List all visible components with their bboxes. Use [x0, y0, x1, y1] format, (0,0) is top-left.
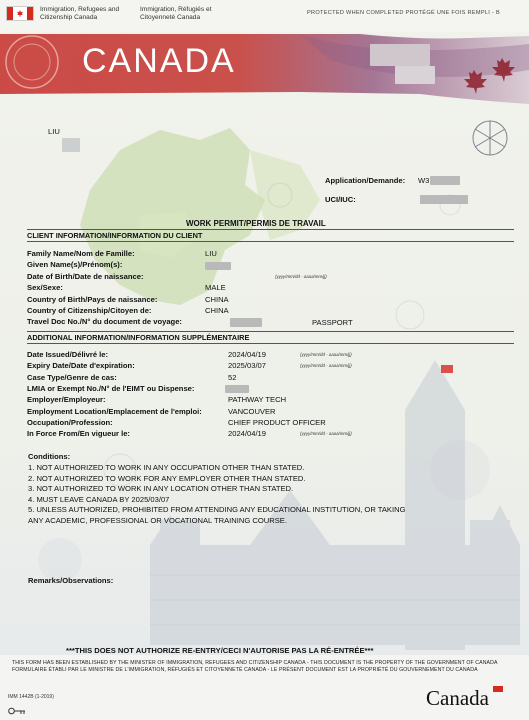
- section-rule: [27, 241, 514, 242]
- redacted-block: [370, 44, 430, 66]
- additional-field-value: 2024/04/19: [228, 429, 267, 439]
- additional-field-label: Employer/Employeur:: [27, 395, 106, 405]
- remarks-label: Remarks/Observations:: [28, 576, 114, 585]
- conditions-list: [28, 463, 405, 527]
- client-field-value: MALE: [205, 283, 226, 293]
- client-field-label: Country of Birth/Pays de naissance:: [27, 294, 158, 304]
- footer-line-en: THIS FORM HAS BEEN ESTABLISHED BY THE MINISTER OF IMMIGRATION, REFUGEES AND CITIZENSHIP CANADA - THIS DOCUMENT IS THE PROPERTY OF THE GOVERNMENT OF CANADA: [12, 660, 498, 666]
- additional-field-value: PATHWAY TECH: [228, 395, 287, 405]
- dept-fr-line2: Citoyenneté Canada: [140, 14, 201, 21]
- additional-field-date-format: (yyyy/mm/dd - aaaa/mm/jj): [300, 363, 352, 369]
- client-field-label: Country of Citizenship/Citoyen de:: [27, 306, 152, 315]
- reentry-notice: ***THIS DOES NOT AUTHORIZE RE-ENTRY/CECI N'AUTORISE PAS LA RÉ-ENTRÉE***: [66, 646, 374, 655]
- redacted-block: [395, 66, 435, 84]
- additional-field-date-format: (yyyy/mm/dd - aaaa/mm/jj): [300, 352, 352, 357]
- wordmark-flag-icon: [493, 686, 503, 692]
- additional-field-value: 52: [228, 372, 237, 382]
- client-section-heading: CLIENT INFORMATION/INFORMATION DU CLIENT: [27, 231, 203, 240]
- condition-line: 2. NOT AUTHORIZED TO WORK FOR ANY EMPLOYER OTHER THAN STATED.: [28, 473, 306, 483]
- condition-line: 3. NOT AUTHORIZED TO WORK IN ANY LOCATION OTHER THAN STATED.: [28, 484, 294, 494]
- additional-field-label: Employment Location/Emplacement de l'emploi:: [27, 406, 202, 416]
- condition-line: 1. NOT AUTHORIZED TO WORK IN ANY OCCUPATION OTHER THAN STATED.: [28, 463, 305, 472]
- client-field-label: Date of Birth/Date de naissance:: [27, 271, 144, 281]
- additional-field-label: Expiry Date/Date d'expiration:: [27, 361, 135, 371]
- canada-flag-icon: [6, 6, 34, 21]
- uci-label: UCI/IUC:: [325, 195, 356, 204]
- condition-line: 5. UNLESS AUTHORIZED, PROHIBITED FROM ATTENDING ANY EDUCATIONAL INSTITUTION, OR TAKING: [28, 505, 406, 515]
- additional-field-label: Date Issued/Délivré le:: [27, 350, 109, 359]
- additional-field-value: 2024/04/19: [228, 350, 267, 359]
- additional-section-heading: ADDITIONAL INFORMATION/INFORMATION SUPPLÉMENTAIRE: [27, 333, 250, 342]
- redacted-block: [62, 138, 80, 152]
- department-name-en: [40, 6, 119, 22]
- conditions-heading: Conditions:: [28, 452, 71, 461]
- condition-line: 4. MUST LEAVE CANADA BY 2025/03/07: [28, 494, 170, 504]
- redacted-block: [420, 195, 468, 204]
- application-value: W3: [418, 176, 430, 185]
- holder-surname: LIU: [48, 127, 60, 136]
- section-rule: [27, 331, 514, 332]
- additional-field-label: Case Type/Genre de cas:: [27, 372, 117, 382]
- additional-field-value: VANCOUVER: [228, 406, 276, 416]
- additional-field-label: LMIA or Exempt No./N° de l'EIMT ou Dispense:: [27, 383, 195, 393]
- dept-en-line2: Citizenship Canada: [40, 14, 98, 21]
- additional-field-value: CHIEF PRODUCT OFFICER: [228, 417, 326, 427]
- travel-doc-type: PASSPORT: [312, 318, 353, 327]
- dept-fr-line1: Immigration, Réfugiés et: [140, 6, 212, 13]
- application-label: Application/Demande:: [325, 176, 406, 185]
- client-field-label: Sex/Sexe:: [27, 283, 63, 293]
- department-name-fr: [140, 6, 211, 22]
- canada-banner-text: CANADA: [82, 42, 236, 80]
- section-rule: [27, 343, 514, 344]
- redacted-block: [205, 262, 231, 270]
- client-field-label: Family Name/Nom de Famille:: [27, 249, 135, 258]
- condition-line: ANY ACADEMIC, PROFESSIONAL OR VOCATIONAL TRAINING COURSE.: [28, 515, 287, 525]
- document-title: WORK PERMIT/PERMIS DE TRAVAIL: [186, 219, 326, 228]
- client-field-value: LIU: [205, 249, 217, 258]
- key-icon: [8, 702, 26, 710]
- redacted-block: [230, 318, 262, 327]
- client-field-date-format: (yyyy/mm/dd - aaaa/mm/jj): [275, 273, 327, 279]
- section-rule: [27, 229, 514, 230]
- additional-field-date-format: (yyyy/mm/dd - aaaa/mm/jj): [300, 431, 352, 437]
- client-field-value: CHINA: [205, 306, 229, 315]
- additional-field-value: 2025/03/07: [228, 361, 267, 371]
- additional-field-label: In Force From/En vigueur le:: [27, 429, 130, 439]
- client-field-label: Travel Doc No./N° du document de voyage:: [27, 317, 182, 327]
- client-field-value: CHINA: [205, 294, 229, 304]
- redacted-block: [430, 176, 460, 185]
- protected-marking: PROTECTED WHEN COMPLETED PROTÉGÉ UNE FOIS REMPLI - B: [307, 10, 501, 16]
- dept-en-line1: Immigration, Refugees and: [40, 6, 120, 13]
- client-field-label: Given Name(s)/Prénom(s):: [27, 260, 123, 270]
- footer-line-fr: FORMULAIRE ÉTABLI PAR LE MINISTRE DE L'IMMIGRATION, RÉFUGIÉS ET CITOYENNETÉ CANADA - LE PRÉSENT DOCUMENT EST LA PROPRIÉTÉ DU GOUVERNEMENT DU CANADA: [12, 667, 478, 673]
- form-number: IMM 1442B (1-2019): [8, 694, 54, 700]
- canada-wordmark: Canada: [426, 686, 489, 710]
- additional-field-label: Occupation/Profession:: [27, 417, 113, 427]
- redacted-block: [225, 385, 249, 393]
